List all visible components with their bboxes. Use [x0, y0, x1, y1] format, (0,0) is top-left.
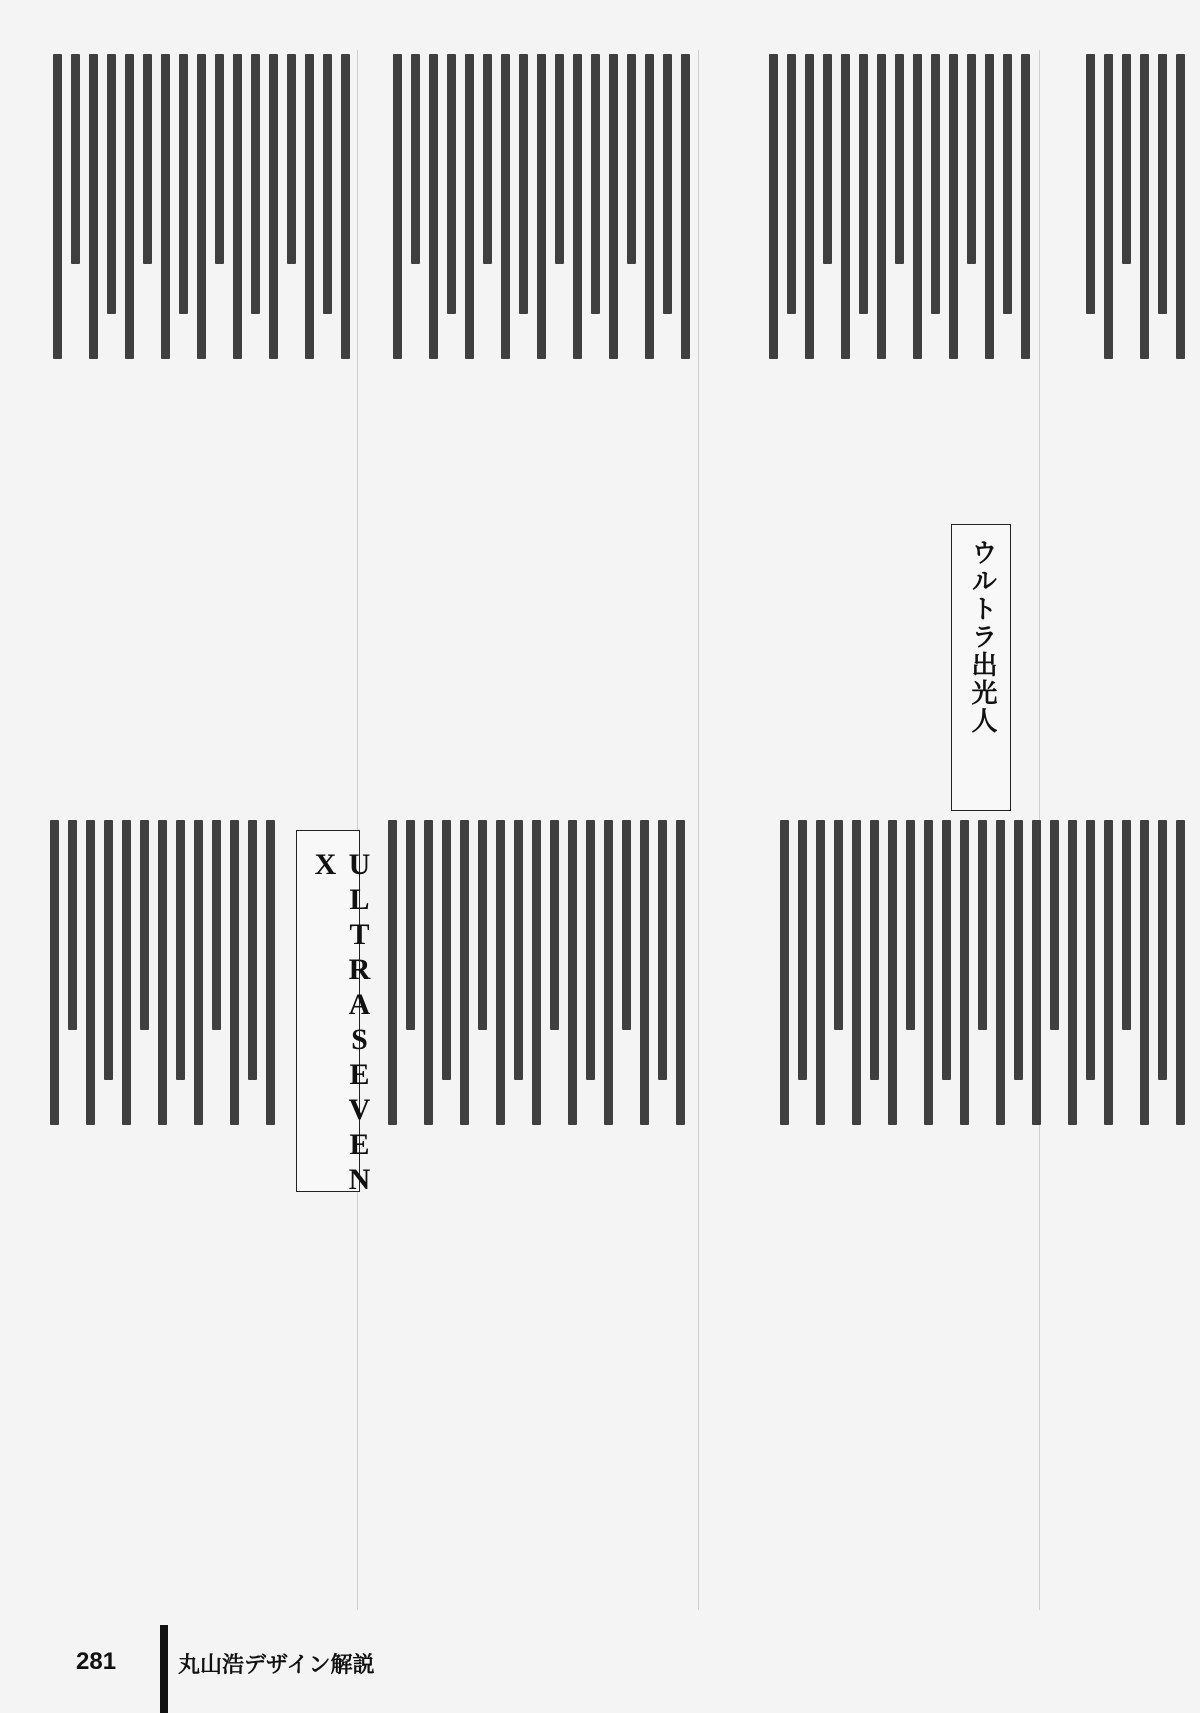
text-line: [532, 820, 541, 1125]
text-line: [1122, 820, 1131, 1030]
text-line: [501, 54, 510, 359]
text-line: [68, 820, 77, 1030]
text-line: [906, 820, 915, 1030]
text-line: [1050, 820, 1059, 1030]
text-line: [681, 54, 690, 359]
text-line: [411, 54, 420, 264]
text-line: [269, 54, 278, 359]
text-line: [460, 820, 469, 1125]
text-line: [609, 54, 618, 359]
text-line: [586, 820, 595, 1080]
text-line: [519, 54, 528, 314]
text-line: [537, 54, 546, 359]
text-line: [143, 54, 152, 264]
text-line: [895, 54, 904, 264]
text-line: [1158, 820, 1167, 1080]
text-line: [514, 820, 523, 1080]
text-line: [86, 820, 95, 1125]
text-line: [233, 54, 242, 359]
text-line: [323, 54, 332, 314]
text-block-lower-left: [36, 820, 691, 1600]
text-line: [841, 54, 850, 359]
text-line: [50, 820, 59, 1125]
text-line: [924, 820, 933, 1125]
text-line: [89, 54, 98, 359]
text-line: [591, 54, 600, 314]
text-line: [1086, 820, 1095, 1080]
text-line: [266, 820, 275, 1125]
text-line: [71, 54, 80, 264]
text-block-2: [376, 54, 691, 794]
text-line: [996, 820, 1005, 1125]
heading-ultra-deko-jin: ウルトラ出光人: [967, 539, 997, 735]
text-line: [1176, 54, 1185, 359]
text-line: [931, 54, 940, 314]
text-line: [406, 820, 415, 1030]
text-line: [645, 54, 654, 359]
text-line: [967, 54, 976, 264]
text-line: [230, 820, 239, 1125]
text-line: [176, 820, 185, 1080]
text-line: [53, 54, 62, 359]
text-line: [568, 820, 577, 1125]
text-line: [197, 54, 206, 359]
text-line: [913, 54, 922, 359]
text-line: [104, 820, 113, 1080]
text-line: [622, 820, 631, 1030]
text-line: [447, 54, 456, 314]
text-line: [780, 820, 789, 1125]
text-line: [1086, 54, 1095, 314]
text-line: [122, 820, 131, 1125]
section-title: 丸山浩デザイン解説: [178, 1652, 375, 1677]
text-line: [663, 54, 672, 314]
text-line: [769, 54, 778, 359]
text-line: [798, 820, 807, 1080]
text-line: [161, 54, 170, 359]
text-block-left: [36, 54, 351, 794]
text-line: [834, 820, 843, 1030]
text-line: [658, 820, 667, 1080]
text-line: [888, 820, 897, 1125]
text-line: [550, 820, 559, 1030]
column-separator: [698, 50, 699, 1610]
text-line: [852, 820, 861, 1125]
text-line: [215, 54, 224, 264]
text-line: [388, 820, 397, 1125]
text-line: [158, 820, 167, 1125]
text-block-4: [1056, 54, 1186, 794]
text-line: [985, 54, 994, 359]
text-line: [870, 820, 879, 1080]
text-line: [194, 820, 203, 1125]
text-line: [604, 820, 613, 1125]
text-line: [429, 54, 438, 359]
text-line: [1104, 820, 1113, 1125]
text-line: [640, 820, 649, 1125]
text-line: [212, 820, 221, 1030]
page-number: 281: [76, 1648, 117, 1675]
text-line: [1014, 820, 1023, 1080]
text-block-3: [716, 54, 1031, 794]
text-line: [465, 54, 474, 359]
text-line: [483, 54, 492, 264]
text-line: [442, 820, 451, 1080]
text-line: [1140, 54, 1149, 359]
text-line: [676, 820, 685, 1125]
text-line: [1032, 820, 1041, 1125]
text-line: [573, 54, 582, 359]
text-line: [1003, 54, 1012, 314]
heading-ultraseven-x: ULTRASEVEN X: [309, 848, 376, 1198]
footer-tab: [160, 1625, 168, 1713]
text-line: [978, 820, 987, 1030]
text-block-lower-right: [716, 820, 1186, 1600]
text-line: [140, 820, 149, 1030]
text-line: [816, 820, 825, 1125]
text-line: [305, 54, 314, 359]
text-line: [179, 54, 188, 314]
text-line: [1104, 54, 1113, 359]
text-line: [341, 54, 350, 359]
text-line: [125, 54, 134, 359]
text-line: [823, 54, 832, 264]
text-line: [627, 54, 636, 264]
text-line: [478, 820, 487, 1030]
text-line: [1158, 54, 1167, 314]
text-line: [1122, 54, 1131, 264]
text-line: [1140, 820, 1149, 1125]
text-line: [107, 54, 116, 314]
text-line: [393, 54, 402, 359]
text-line: [496, 820, 505, 1125]
text-line: [248, 820, 257, 1080]
text-line: [1176, 820, 1185, 1125]
text-line: [1068, 820, 1077, 1125]
text-line: [424, 820, 433, 1125]
text-line: [251, 54, 260, 314]
text-line: [960, 820, 969, 1125]
text-line: [805, 54, 814, 359]
text-line: [942, 820, 951, 1080]
text-line: [1021, 54, 1030, 359]
text-line: [555, 54, 564, 264]
text-line: [787, 54, 796, 314]
text-line: [877, 54, 886, 359]
text-line: [949, 54, 958, 359]
text-line: [859, 54, 868, 314]
text-line: [287, 54, 296, 264]
